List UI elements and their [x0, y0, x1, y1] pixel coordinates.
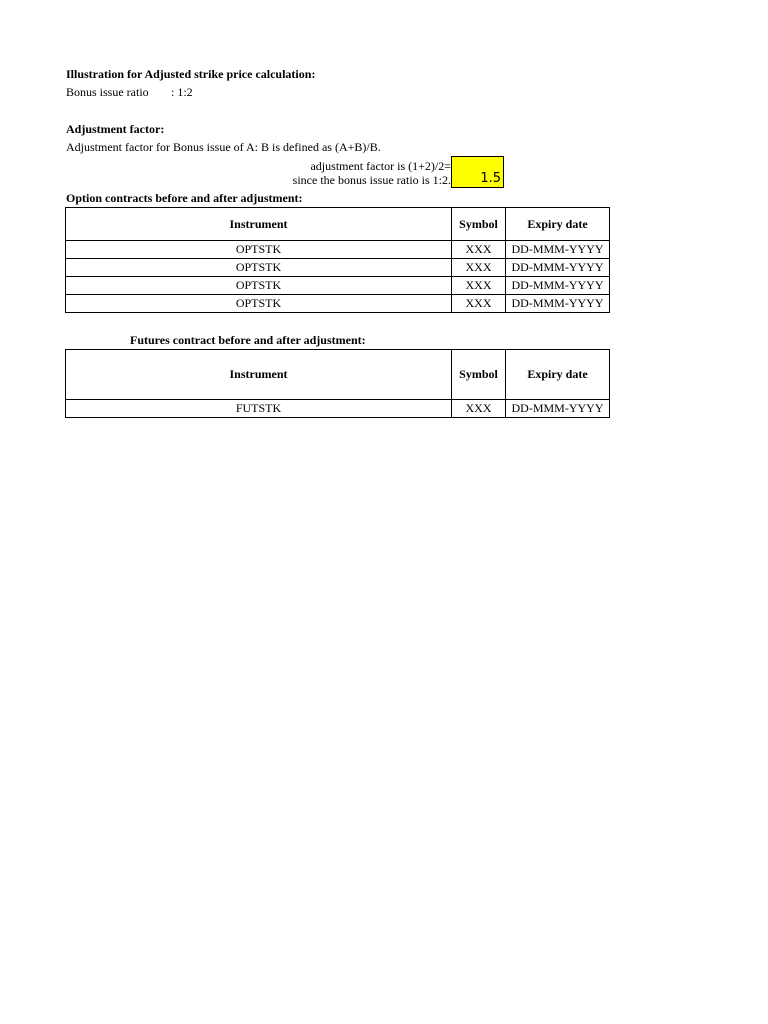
column-header-expiry-date: Expiry date — [506, 208, 610, 241]
instrument-cell[interactable]: OPTSTK — [66, 241, 452, 259]
instrument-cell[interactable]: FUTSTK — [66, 400, 452, 418]
expiry-date-cell[interactable]: DD-MMM-YYYY — [506, 259, 610, 277]
column-header-expiry-date: Expiry date — [506, 350, 610, 400]
table-row — [66, 295, 610, 313]
adjustment-factor-definition: Adjustment factor for Bonus issue of A: B is defined as (A+B)/B. — [66, 140, 381, 154]
page-title: Illustration for Adjusted strike price calculation: — [66, 67, 316, 81]
table-row — [66, 400, 610, 418]
expiry-date-cell[interactable]: DD-MMM-YYYY — [506, 400, 610, 418]
adjustment-factor-formula: adjustment factor is (1+2)/2= — [310, 159, 451, 173]
option-contracts-table — [65, 207, 610, 313]
table-row — [66, 277, 610, 295]
symbol-cell[interactable]: XXX — [452, 295, 506, 313]
option-contracts-heading: Option contracts before and after adjustment: — [66, 191, 303, 205]
table-row — [66, 241, 610, 259]
column-header-instrument: Instrument — [66, 208, 452, 241]
column-header-symbol: Symbol — [452, 350, 506, 400]
adjustment-factor-heading: Adjustment factor: — [66, 122, 165, 136]
bonus-ratio-label: Bonus issue ratio — [66, 85, 149, 99]
symbol-cell[interactable]: XXX — [452, 277, 506, 295]
futures-contract-heading: Futures contract before and after adjustment: — [130, 333, 366, 347]
table-row — [66, 259, 610, 277]
bonus-ratio-value: : 1:2 — [171, 85, 193, 99]
adjustment-factor-cell[interactable] — [451, 156, 504, 188]
symbol-cell[interactable]: XXX — [452, 400, 506, 418]
table-header-row — [66, 208, 610, 241]
futures-contract-table — [65, 349, 610, 418]
expiry-date-cell[interactable]: DD-MMM-YYYY — [506, 295, 610, 313]
adjustment-factor-value: 1.5 — [480, 171, 501, 186]
column-header-symbol: Symbol — [452, 208, 506, 241]
expiry-date-cell[interactable]: DD-MMM-YYYY — [506, 241, 610, 259]
expiry-date-cell[interactable]: DD-MMM-YYYY — [506, 277, 610, 295]
instrument-cell[interactable]: OPTSTK — [66, 277, 452, 295]
symbol-cell[interactable]: XXX — [452, 259, 506, 277]
instrument-cell[interactable]: OPTSTK — [66, 259, 452, 277]
symbol-cell[interactable]: XXX — [452, 241, 506, 259]
column-header-instrument: Instrument — [66, 350, 452, 400]
instrument-cell[interactable]: OPTSTK — [66, 295, 452, 313]
table-header-row — [66, 350, 610, 400]
adjustment-factor-reason: since the bonus issue ratio is 1:2. — [292, 173, 451, 187]
